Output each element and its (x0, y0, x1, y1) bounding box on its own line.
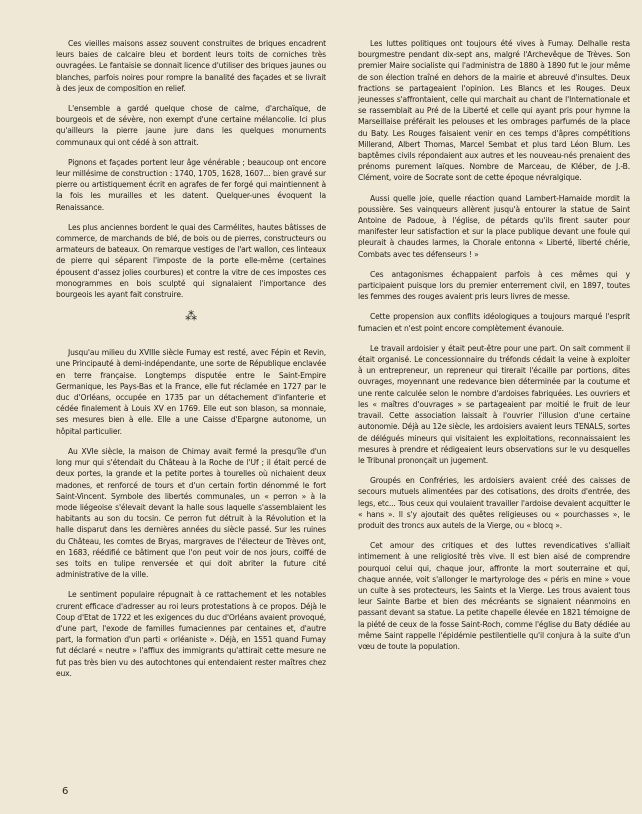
page-number: 6 (62, 786, 69, 797)
right-column (358, 38, 630, 661)
paragraph: Cette propension aux conflits idéologiques a toujours marqué l'esprit fumacien et n'est point encore complètement évanouie. (358, 312, 630, 333)
paragraph: Jusqu'au milieu du XVIIIe siècle Fumay est resté, avec Fépin et Revin, une Principauté à demi-indépendante, une sorte de République enclavée en terre française. Longtemps disputée entre le Saint-Empire Germanique, les Pays-Bas et la France, elle fut réclamée en 1727 par le duc d'Orléans, occupée en 1735 par un détachement d'infanterie et cédée finalement à Louis XV en 1769. Elle eut son blason, sa monnaie, ses mesures bien à elle. Elle a une Caisse d'Epargne autonome, un hôpital particulier. (56, 348, 326, 436)
paragraph: Au XVIe siècle, la maison de Chimay avait fermé la presqu'île d'un long mur qui s'étendait du Château à la Roche de l'Uf ; il était percé de deux portes, la grande et la petite portes à tourelles où nichaient deux madones, et renforcé de tours et d'un certain fortin dénommé le fort Saint-Vincent. Symbole des libertés communales, un « perron » à la mode liégeoise s'élevait devant la halle sous laquelle s'assemblaient les habitants au son du tocsin. Ce perron fut détruit à la Révolution et la halle disparut dans les dernières années du siècle passé. Sur les ruines du Château, les comtes de Bryas, margraves de l'électeur de Trèves ont, en 1683, réédifié ce bâtiment que l'on peut voir de nos jours, coiffé de ses toits en tulipe renversée et qui doit abriter la future cité administrative de la ville. (56, 446, 326, 580)
paragraph: Aussi quelle joie, quelle réaction quand Lambert-Hamaide mordit la poussière. Ses vainqueurs allèrent jusqu'à entourer la statue de Saint Antoine de Padoue, à l'église, de pétards qu'ils firent sauter pour manifester leur satisfaction et sur la place publique devant une foule qui pleurait à chaudes larmes, la Chorale entonna « Liberté, liberté chérie, Combats avec tes défenseurs ! » (358, 193, 630, 259)
paragraph: Ces vieilles maisons assez souvent construites de briques encadrent leurs baies de calcaire bleu et bordent leurs toits de corniches très ouvragées. Le fantaisie se donnait licence d'utiliser des briques jaunes ou blanches, parfois noires pour rompre la banalité des façades et se livrait à des jeux de composition en relief. (56, 39, 326, 93)
section-separator-icon: ⁂ (185, 309, 197, 324)
paragraph: Pignons et façades portent leur âge vénérable ; beaucoup ont encore leur millésime de construction : 1740, 1705, 1628, 1607... bien gravé sur pierre ou artistiquement écrit en agrafes de fer forgé qui maintiennent à la fois les murailles et les datent. Quelquer-unes évoquent la Renaissance. (56, 157, 326, 212)
paragraph: Le travail ardoisier y était peut-être pour une part. On sait comment il était organisé. Le concessionnaire du tréfonds cédait la veine à exploiter à un entrepreneur, un repreneur qui tirerait l'écaille par portions, dites ouvrages, moyennant une redevance bien déterminée par la coutume et une rente calculée selon le nombre d'ardoises fabriquées. Les ouvriers et les « maîtres d'ouvrages » se partageaient par moitié le fruit de leur travail. Cette association laissait à l'ouvrier l'illusion d'une certaine autonomie. Déjà au 12e siècle, les ardoisiers avaient leurs TENALS, sortes de délégués mineurs qui visitaient les exploitations, reconnaissaient les mesures à prendre et rédigeaient leurs observations sur le vu desquelles le Tribunal prononçait un jugement. (358, 343, 630, 465)
paragraph: Les plus anciennes bordent le quai des Carmélites, hautes bâtisses de commerce, de marchands de blé, de bois ou de pierres, constructeurs ou armateurs de bateaux. On remarque vestiges de l'art wallon, ces linteaux de pierre qui séparent l'imposte de la porte elle-même (certaines épousent d'assez jolies courbures) et contre la vitre de ces impostes ces monogrammes en bois sculpté qui signalaient l'importance des bourgeois les ayant fait construire. (56, 222, 326, 300)
paragraph: Ces antagonismes échappaient parfois à ces mêmes qui y participaient puisque lors du premier enterrement civil, en 1897, toutes les femmes des rouges avaient pris leurs livres de messe. (358, 269, 630, 302)
paragraph: Les luttes politiques ont toujours été vives à Fumay. Delhalle resta bourgmestre pendant dix-sept ans, malgré l'Archevêque de Trèves. Son premier Maire socialiste qui l'administra de 1880 à 1890 fut le jour même de son élection traîné en dehors de la mairie et abreuvé d'insultes. Deux fractions se partageaient l'opinion. Les Blancs et les Rouges. Deux jeunesses s'affrontaient, celle qui marchait au chant de l'Internationale et se rassemblait au Pré de la Liberté et celle qui ayant pris pour hymne la Marseillaise préférait les pelouses et les ombrages parfumés de la place du Baty. Les Rouges faisaient venir en ces temps d'âpres compétitions Millerand, Albert Thomas, Marcel Sembat et plus tard Léon Blum. Les baptêmes civils répondaient aux autres et les nouveau-nés prenaient des prénoms purement laïques. Nombre de Marceau, de Kléber, de J.-B. Clément, voire de Socrate sont de cette époque névralgique. (358, 39, 630, 183)
left-column (56, 38, 326, 688)
paragraph: L'ensemble a gardé quelque chose de calme, d'archaïque, de bourgeois et de sévère, non exempt d'une certaine mélancolie. Ici plus qu'ailleurs la pierre jaune jure dans les quelques monuments communaux qui ont cédé à son attrait. (56, 104, 326, 147)
paragraph: Le sentiment populaire répugnait à ce rattachement et les notables crurent efficace d'adresser au roi leurs protestations à ce propos. Déjà le Coup d'Etat de 1722 et les exigences du duc d'Orléans avaient provoqué, d'une part, l'exode de familles fumaciennes par centaines et, d'autre part, la formation d'un parti « orléaniste ». Déjà, en 1551 quand Fumay fut déclaré « neutre » l'afflux des immigrants qu'attirait cette mesure ne fut pas très bien vu des autochtones qui entendaient rester maîtres chez eux. (56, 590, 326, 678)
paragraph: Groupés en Confréries, les ardoisiers avaient créé des caisses de secours mutuels alimentées par des cotisations, des droits d'entrée, des legs, etc... Tous ceux qui voulaient travailler l'ardoise devaient acquitter le « hans ». Il s'y ajoutait des quêtes religieuses ou « pourchasses », le produit des troncs aux autels de la Vierge, ou « blocq ». (358, 476, 630, 530)
paragraph: Cet amour des critiques et des luttes revendicatives s'alliait intimement à une religiosité très vive. Il est bien aisé de comprendre pourquoi celui qui, chaque jour, affronte la mort souterraine et qui, chaque année, voit s'allonger le martyrologe des « péris en mine » voue un culte à ses protecteurs, les Saints et la Vierge. Les trous avaient tous leur Sainte Barbe et bien des mécréants se signaient néanmoins en passant devant sa statue. La petite chapelle élevée en 1821 témoigne de la piété de ceux de la fosse Saint-Roch, comme l'église du Baty dédiée au même Saint rappelle l'épidémie pestilentielle qu'il conjura à la suite d'un vœu de toute la population. (358, 541, 630, 651)
